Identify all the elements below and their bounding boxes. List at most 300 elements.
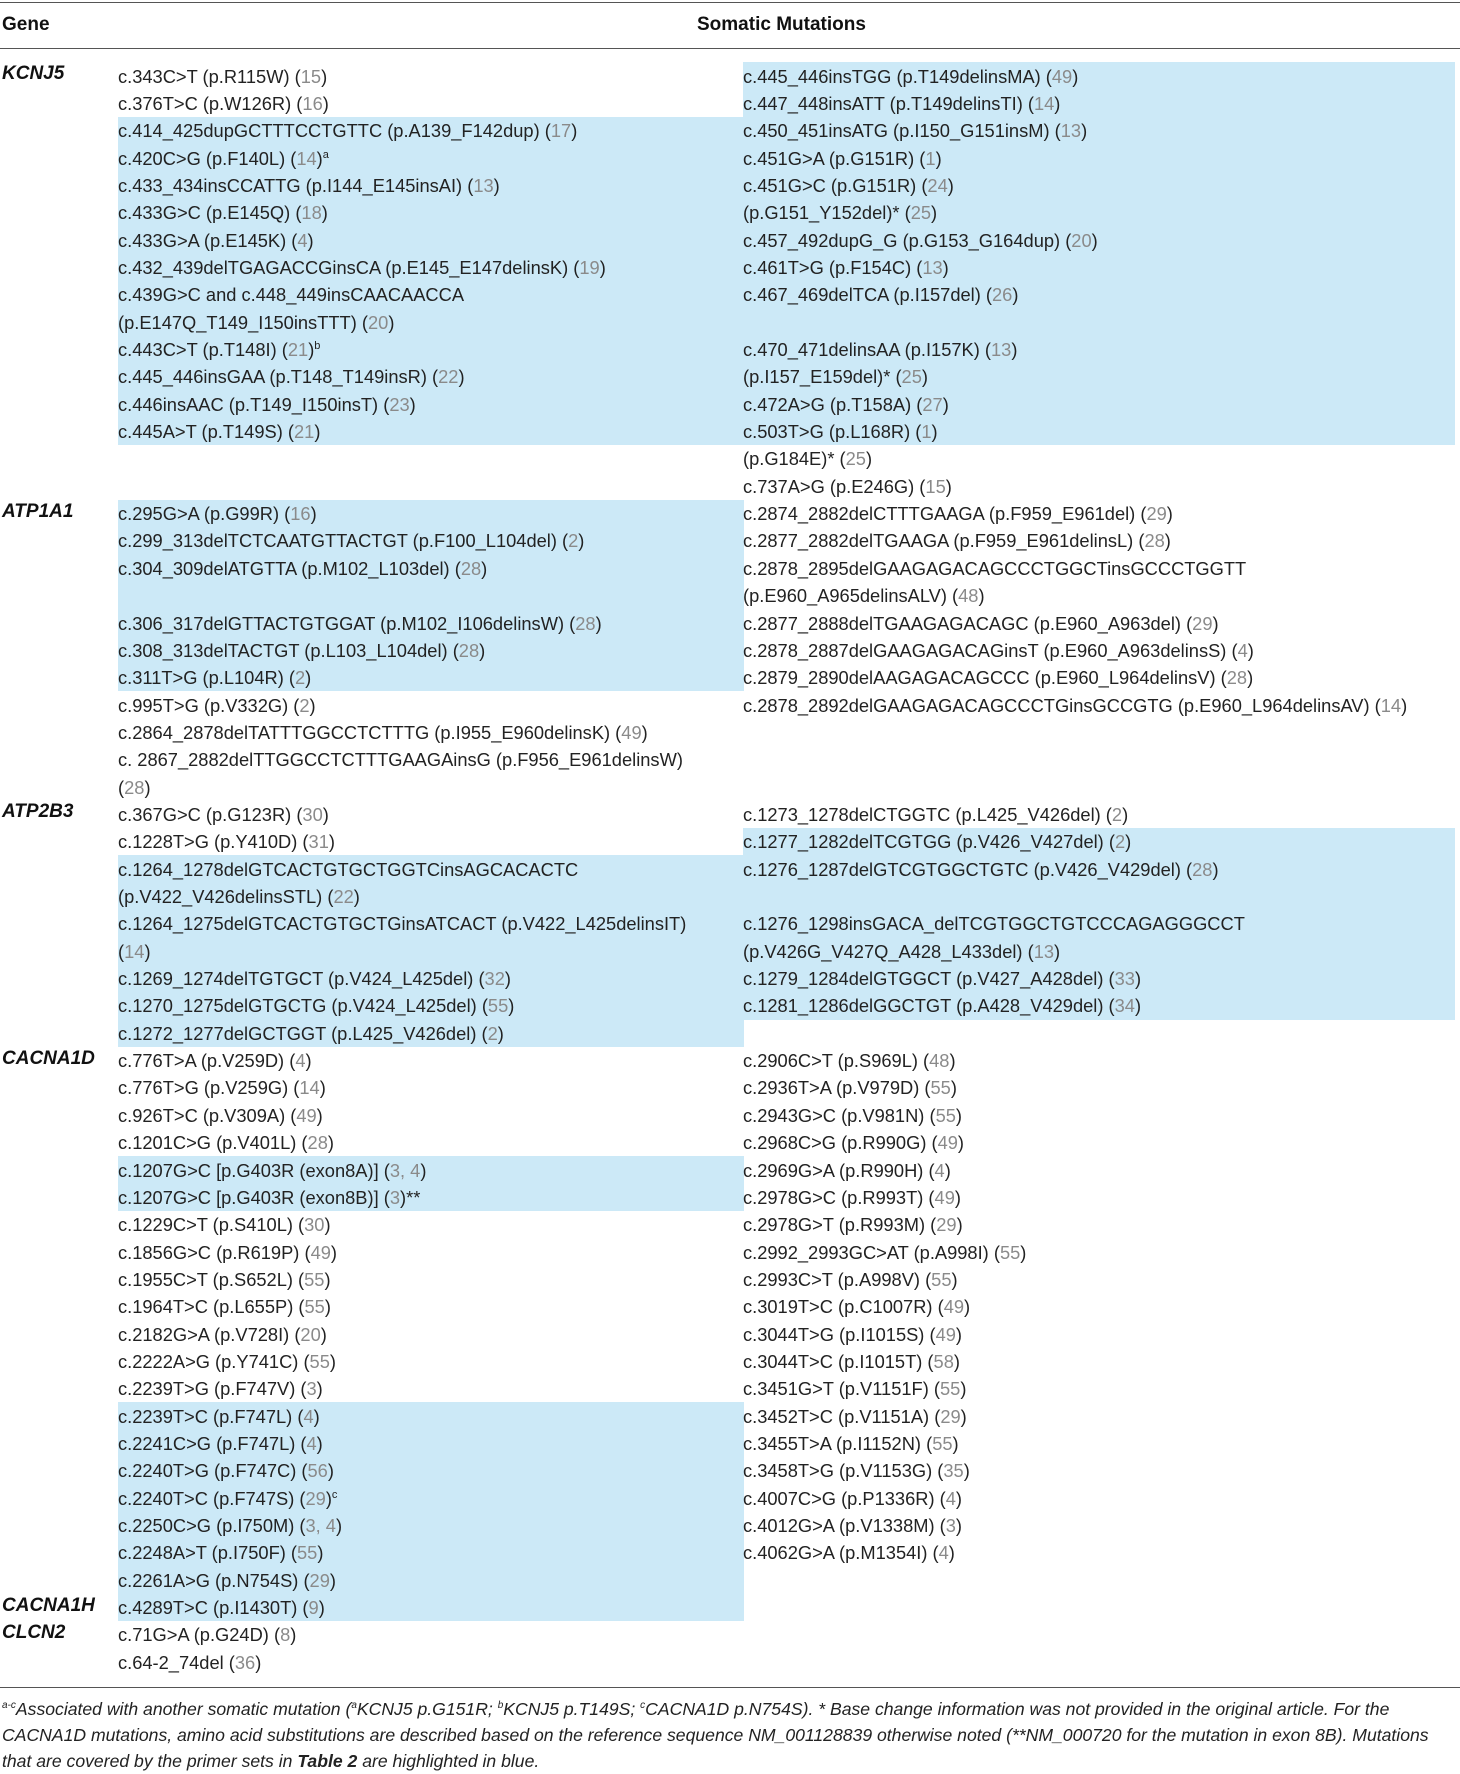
mutation-text: c.445A>T (p.T149S) ( [118, 421, 294, 443]
closing-paren: ) [144, 776, 151, 798]
closing-paren: ) [953, 1350, 960, 1372]
closing-paren: ) [1134, 995, 1142, 1017]
mutation-entry [118, 1129, 334, 1156]
reference-number[interactable]: 32 [484, 968, 505, 990]
mutation-text: c.3452T>C (p.V1151A) ( [743, 1405, 941, 1427]
reference-number[interactable]: 55 [930, 1077, 951, 1099]
mutation-entry [118, 938, 151, 965]
reference-number[interactable]: 9 [308, 1597, 319, 1619]
closing-paren: ) [1212, 612, 1219, 634]
mutation-entry [743, 172, 954, 199]
mutation-text: c.445_446insGAA (p.T148_T149insR) ( [118, 366, 439, 388]
mutation-entry [118, 1047, 312, 1074]
mutation-text: c.2240T>G (p.F747C) ( [118, 1460, 308, 1482]
reference-number[interactable]: 2 [294, 667, 306, 689]
mutation-text: c.2877_2882delTGAAGA (p.F959_E961delinsL) ( [743, 530, 1145, 552]
reference-number[interactable]: 49 [310, 1241, 331, 1263]
reference-number[interactable]: 55 [304, 1296, 325, 1318]
closing-paren: ) [327, 1132, 334, 1154]
reference-number[interactable]: 15 [925, 475, 946, 497]
mutation-text: c.446insAAC (p.T149_I150insT) ( [118, 393, 390, 415]
reference-number[interactable]: 2 [299, 694, 310, 716]
mutation-entry [118, 856, 578, 883]
mutation-text: c.2943G>C (p.V981N) ( [743, 1104, 936, 1126]
mutation-entry [118, 281, 464, 308]
closing-paren: ) [458, 366, 465, 388]
closing-paren: ) [931, 202, 938, 224]
reference-number[interactable]: 23 [389, 393, 410, 415]
reference-number[interactable]: 35 [943, 1460, 964, 1482]
mutation-entry [743, 145, 942, 172]
reference-number[interactable]: 13 [1033, 940, 1055, 962]
mutation-entry [743, 1348, 960, 1375]
mutation-entry [118, 1567, 336, 1594]
mutation-entry [743, 227, 1098, 254]
closing-paren: ) [865, 448, 873, 470]
mutation-text: c.2222A>G (p.Y741C) ( [118, 1350, 310, 1372]
mutation-entry [743, 418, 938, 445]
reference-number[interactable]: 56 [307, 1460, 328, 1482]
closing-paren: ) [493, 174, 500, 196]
mutation-entry [118, 1594, 325, 1621]
mutation-entry [743, 500, 1173, 527]
reference-number[interactable]: 25 [901, 366, 922, 388]
reference-number[interactable]: 49 [621, 721, 642, 743]
mutation-text: c.4289T>C (p.I1430T) ( [118, 1597, 309, 1619]
mutation-text: c.470_471delinsAA (p.I157K) ( [743, 339, 991, 360]
closing-paren: ) [1401, 694, 1408, 716]
reference-number[interactable]: 3, 4 [305, 1515, 336, 1537]
closing-paren: ) [481, 557, 488, 579]
mutation-entry [743, 63, 1078, 90]
footnote-marker: c [331, 1488, 338, 1501]
reference-number[interactable]: 3 [306, 1378, 317, 1400]
mutation-entry [118, 801, 329, 828]
mutation-entry [118, 145, 329, 172]
closing-paren: ) [316, 1104, 323, 1126]
gene-column-header: Gene [2, 14, 50, 35]
closing-paren: ) [1125, 831, 1132, 853]
reference-number[interactable]: 20 [300, 1323, 321, 1345]
mutation-entry [743, 90, 1060, 117]
mutation-text: c.1277_1282delTCGTGG (p.V426_V427del) ( [743, 831, 1115, 853]
reference-number[interactable]: 3 [945, 1515, 956, 1537]
reference-number[interactable]: 2 [1114, 831, 1126, 853]
reference-number[interactable]: 4 [1237, 639, 1248, 661]
mutation-entry [118, 1020, 504, 1047]
mutation-text: c.306_317delGTTACTGTGGAT (p.M102_I106delinsW) ( [118, 612, 576, 634]
mutation-text: c.3044T>C (p.I1015T) ( [743, 1350, 934, 1372]
mutation-text: c.3451G>T (p.V1151F) ( [743, 1378, 940, 1400]
mutation-text: c.2182G>A (p.V728I) ( [118, 1323, 301, 1345]
mutation-text: c.295G>A (p.G99R) ( [118, 503, 291, 525]
reference-number[interactable]: 13 [990, 339, 1012, 360]
mutation-text: (p.V426G_V427Q_A428_L433del) ( [743, 940, 1034, 962]
mutation-entry [118, 992, 514, 1019]
mutation-text: c.737A>G (p.E246G) ( [743, 475, 926, 497]
closing-paren: ) [955, 1515, 962, 1537]
closing-paren: ) [1247, 639, 1254, 661]
mutation-entry [743, 664, 1253, 691]
mutation-entry [118, 965, 511, 992]
mutation-text: c.2878_2887delGAAGAGACAGinsT (p.E960_A963delinsS) ( [743, 639, 1238, 661]
reference-number[interactable]: 22 [333, 886, 354, 907]
closing-paren: ) [942, 393, 949, 415]
reference-number[interactable]: 21 [287, 339, 309, 360]
reference-number[interactable]: 25 [845, 448, 866, 470]
mutation-entry [118, 1403, 320, 1430]
mutation-text: c.2877_2888delTGAAGAGACAGC (p.E960_A963del) ( [743, 612, 1193, 634]
reference-number[interactable]: 33 [1114, 968, 1135, 990]
reference-number[interactable]: 14 [296, 147, 317, 169]
mutation-entry [743, 1184, 961, 1211]
mutation-text: c.414_425dupGCTTTCCTGTTC (p.A139_F142dup) ( [118, 120, 551, 142]
mutation-text: c.2864_2878delTATTTGGCCTCTTTG (p.I955_E960delinsK) ( [118, 721, 622, 743]
reference-number[interactable]: 14 [1033, 92, 1055, 114]
closing-paren: ) [324, 1268, 331, 1290]
reference-number[interactable]: 13 [922, 256, 943, 278]
closing-paren: ) [305, 667, 312, 689]
table-footnote: $^{a-c}$Associated with another somatic mutation ($^a$KCNJ5 p.G151R; $^b$KCNJ5 p.T149S; $^c$CACNA1D p.N754S). * Base change information was not provided in the original article. For the CACNA1D mutations, amino acid substitutions are described based on the reference sequence NM_001128839 otherwise noted (**NM_000720 for the mutation in exon 8B). Mutations that are covered by the primer sets in Table 2 are highlighted in blue. [2, 1699, 1429, 1771]
mutation-entry [743, 1047, 956, 1074]
closing-paren: ) [963, 1460, 970, 1482]
closing-paren: ) [1020, 1241, 1027, 1263]
closing-paren: ) [921, 366, 928, 388]
header-rule [0, 48, 1460, 49]
mutation-entry [743, 637, 1254, 664]
reference-number[interactable]: 29 [1146, 503, 1167, 525]
reference-number[interactable]: 49 [296, 1104, 317, 1126]
mutation-entry [118, 1266, 331, 1293]
reference-number[interactable]: 16 [290, 503, 311, 525]
mutation-entry [118, 1239, 337, 1266]
reference-number[interactable]: 49 [943, 1296, 965, 1318]
mutation-entry [743, 828, 1131, 855]
mutation-entry [743, 856, 1219, 883]
closing-paren: ) [309, 694, 316, 716]
reference-number[interactable]: 17 [550, 120, 572, 142]
reference-number[interactable]: 14 [299, 1077, 320, 1099]
reference-number[interactable]: 2 [487, 1022, 498, 1044]
reference-number[interactable]: 55 [297, 1542, 318, 1564]
mutation-text: c.2239T>G (p.F747V) ( [118, 1378, 307, 1400]
reference-number[interactable]: 55 [304, 1268, 325, 1290]
mutation-text: c.450_451insATG (p.I150_G151insM) ( [743, 120, 1061, 142]
mutations-column-header: Somatic Mutations [697, 14, 866, 35]
reference-number[interactable]: 2 [1111, 803, 1123, 825]
closing-paren: ) [409, 393, 416, 415]
reference-number[interactable]: 48 [958, 585, 979, 607]
mutation-entry [743, 527, 1171, 554]
reference-number[interactable]: 4 [295, 1050, 306, 1072]
reference-number[interactable]: 55 [999, 1241, 1021, 1263]
gene-name: KCNJ5 [2, 63, 65, 84]
mutation-entry [118, 1102, 323, 1129]
mutation-text: c.433G>A (p.E145K) ( [118, 229, 298, 251]
mutation-text: (p.V422_V426delinsSTL) ( [118, 886, 334, 907]
reference-number[interactable]: 22 [438, 366, 459, 388]
reference-number[interactable]: 55 [932, 1433, 953, 1454]
mutation-entry [743, 1539, 955, 1566]
mutation-text: c.1273_1278delCTGGTC (p.L425_V426del) ( [743, 803, 1112, 825]
mutation-text: c.1264_1278delGTCACTGTGCTGGTCinsAGCACACTC [118, 858, 579, 880]
closing-paren: ) [335, 1515, 343, 1537]
top-rule [0, 2, 1460, 3]
mutation-text: c.2978G>T (p.R993M) ( [743, 1214, 937, 1236]
mutation-entry [118, 1512, 342, 1539]
mutation-text: c.3019T>C (p.C1007R) ( [743, 1296, 944, 1318]
reference-number[interactable]: 2 [568, 530, 579, 552]
mutation-entry [118, 692, 316, 719]
reference-number[interactable]: 4 [945, 1487, 956, 1509]
reference-number[interactable]: 30 [302, 803, 323, 825]
mutation-text: c.2879_2890delAAGAGACAGCCC (p.E960_L964delinsV) ( [743, 667, 1227, 689]
reference-number[interactable]: 55 [939, 1378, 961, 1400]
reference-number[interactable]: 3, 4 [389, 1159, 421, 1181]
mutation-text: c.447_448insATT (p.T149delinsTI) ( [743, 92, 1034, 114]
mutation-entry [118, 883, 360, 910]
closing-paren: ) [954, 1186, 961, 1208]
mutation-text: c.433G>C (p.E145Q) ( [118, 202, 302, 224]
mutation-text: c.461T>G (p.F154C) ( [743, 256, 923, 278]
closing-paren: ) [641, 721, 648, 743]
mutation-entry [743, 555, 1246, 582]
closing-paren: ) [316, 1378, 323, 1400]
mutation-text: c.3455T>A (p.I1152N) ( [743, 1433, 933, 1454]
reference-number[interactable]: 29 [936, 1214, 957, 1236]
reference-number[interactable]: 36 [234, 1651, 256, 1673]
closing-paren: ) [955, 1487, 962, 1509]
reference-number[interactable]: 28 [307, 1132, 328, 1154]
reference-number[interactable]: 1 [921, 421, 932, 443]
mutation-entry [118, 610, 602, 637]
mutation-text: c.1264_1275delGTCACTGTGCTGinsATCACT (p.V422_L425delinsIT) [118, 913, 687, 935]
closing-paren: ) [144, 940, 151, 962]
reference-number[interactable]: 28 [124, 776, 145, 798]
mutation-text: (p.I157_E159del)* ( [743, 366, 902, 388]
reference-number[interactable]: 18 [301, 202, 322, 224]
mutation-text: c.1270_1275delGTGCTG (p.V424_L425del) ( [118, 995, 488, 1017]
mutation-entry [118, 117, 577, 144]
mutation-entry [743, 199, 937, 226]
closing-paren: ) [1054, 92, 1061, 114]
reference-number[interactable]: 16 [302, 92, 323, 114]
mutation-text: c.2968C>G (p.R990G) ( [743, 1132, 938, 1154]
closing-paren: ) [308, 339, 315, 360]
reference-number[interactable]: 13 [1060, 120, 1082, 142]
reference-number[interactable]: 4 [297, 229, 308, 251]
reference-number[interactable]: 15 [300, 65, 322, 87]
gene-name: CACNA1H [2, 1594, 95, 1616]
mutation-entry [743, 1157, 951, 1184]
reference-number[interactable]: 29 [1192, 612, 1213, 634]
reference-number[interactable]: 28 [1226, 667, 1248, 689]
reference-number[interactable]: 48 [929, 1050, 950, 1072]
closing-paren: ) [1122, 803, 1129, 825]
reference-number[interactable]: 8 [280, 1624, 291, 1646]
mutation-entry [118, 1321, 327, 1348]
reference-number[interactable]: 4 [306, 1433, 317, 1454]
closing-paren: ) [1081, 120, 1088, 142]
reference-number[interactable]: 55 [935, 1104, 956, 1126]
closing-paren: ) [960, 1378, 967, 1400]
mutation-entry [743, 1074, 957, 1101]
closing-paren: ) [317, 1542, 324, 1564]
mutation-text: c.1229C>T (p.S410L) ( [118, 1214, 305, 1236]
mutation-entry [743, 965, 1141, 992]
mutation-entry [118, 418, 320, 445]
closing-paren: ) [1166, 503, 1173, 525]
mutation-text: ( [118, 940, 125, 962]
mutation-text: c.4007C>G (p.P1336R) ( [743, 1487, 946, 1509]
mutation-entry [743, 1293, 970, 1320]
reference-number[interactable]: 19 [579, 256, 600, 278]
closing-paren: ) [595, 612, 602, 634]
closing-paren: ) [955, 1323, 962, 1345]
mutation-entry [743, 910, 1245, 937]
reference-number[interactable]: 55 [487, 995, 509, 1017]
gene-name: ATP1A1 [2, 500, 74, 522]
closing-paren: ) [329, 1569, 336, 1591]
mutation-entry [118, 172, 500, 199]
mutation-entry [743, 1430, 959, 1457]
closing-paren: ) [931, 421, 938, 443]
mutation-text: c.443C>T (p.T148I) ( [118, 339, 288, 360]
reference-number[interactable]: 29 [305, 1487, 326, 1509]
closing-paren: ) [942, 256, 949, 278]
reference-number[interactable]: 28 [460, 557, 482, 579]
closing-paren: ) [978, 585, 985, 607]
reference-number[interactable]: 26 [991, 284, 1013, 306]
closing-paren: ) [1072, 65, 1079, 87]
reference-number[interactable]: 55 [309, 1350, 330, 1372]
mutation-entry [743, 254, 949, 281]
mutation-entry [118, 1074, 326, 1101]
reference-number[interactable]: 4 [938, 1542, 949, 1564]
reference-number[interactable]: 1 [925, 147, 936, 169]
gene-name: CLCN2 [2, 1621, 66, 1643]
reference-number[interactable]: 49 [935, 1323, 956, 1345]
mutation-entry [118, 500, 317, 527]
closing-paren: ) [1054, 940, 1061, 962]
mutation-text: c.2240T>C (p.F747S) ( [118, 1487, 306, 1509]
closing-paren: ) [479, 639, 486, 661]
reference-number[interactable]: 28 [458, 639, 480, 661]
reference-number[interactable]: 28 [1192, 858, 1213, 880]
reference-number[interactable]: 24 [927, 174, 948, 196]
mutation-entry [743, 1375, 966, 1402]
reference-number[interactable]: 28 [575, 612, 596, 634]
mutation-text: c.2993C>T (p.A998V) ( [743, 1268, 932, 1290]
closing-paren: ) [325, 1487, 332, 1509]
mutation-entry [118, 199, 328, 226]
reference-number[interactable]: 14 [1380, 694, 1402, 716]
closing-paren: ) [935, 147, 942, 169]
mutation-text: c.2906C>T (p.S969L) ( [743, 1050, 930, 1072]
closing-paren: ) [957, 1132, 965, 1154]
reference-number[interactable]: 28 [1144, 530, 1165, 552]
closing-paren: ) [578, 530, 585, 552]
closing-paren: ) [353, 886, 360, 907]
mutation-entry [743, 992, 1141, 1019]
mutation-entry [743, 1239, 1026, 1266]
closing-paren: ) [327, 1460, 334, 1482]
closing-paren: ) [313, 1405, 320, 1427]
reference-number[interactable]: 25 [910, 202, 932, 224]
mutation-text: c.2248A>T (p.I750F) ( [118, 1542, 298, 1564]
mutation-entry [118, 746, 683, 773]
reference-number[interactable]: 20 [367, 311, 389, 333]
mutation-text: (p.E960_A965delinsALV) ( [743, 585, 959, 607]
reference-number[interactable]: 4 [934, 1159, 945, 1181]
reference-number[interactable]: 14 [124, 940, 145, 962]
mutation-entry [118, 1211, 331, 1238]
closing-paren: ) [310, 503, 317, 525]
reference-number[interactable]: 34 [1114, 995, 1135, 1017]
reference-number[interactable]: 58 [933, 1350, 954, 1372]
reference-number[interactable]: 13 [473, 174, 494, 196]
closing-paren: ) [504, 968, 511, 990]
mutation-text: c.3458T>G (p.V1153G) ( [743, 1460, 944, 1482]
mutation-text: c.1281_1286delGGCTGT (p.A428_V429del) ( [743, 995, 1115, 1017]
mutation-entry [118, 254, 606, 281]
mutation-entry [118, 1348, 336, 1375]
closing-paren: ) [952, 1433, 959, 1454]
closing-paren: ) [307, 229, 314, 251]
reference-number[interactable]: 3 [389, 1186, 400, 1208]
mutation-entry [118, 719, 648, 746]
mutation-entry [118, 1375, 323, 1402]
reference-number[interactable]: 20 [1071, 229, 1092, 251]
closing-paren: ) [944, 1159, 951, 1181]
mutation-text: c.776T>G (p.V259G) ( [118, 1077, 300, 1099]
reference-number[interactable]: 55 [931, 1268, 952, 1290]
reference-number[interactable]: 31 [308, 831, 329, 853]
closing-paren: ) [1212, 858, 1219, 880]
mutation-text: c.433_434insCCATTG (p.I144_E145insAI) ( [118, 174, 474, 196]
mutation-entry [118, 1485, 337, 1512]
mutation-text: c.457_492dupG_G (p.G153_G164dup) ( [743, 229, 1072, 251]
mutation-entry [118, 63, 327, 90]
closing-paren: ) [328, 831, 335, 853]
mutation-entry [743, 938, 1060, 965]
closing-paren: ) [964, 1296, 971, 1318]
reference-number[interactable]: 30 [304, 1214, 325, 1236]
closing-paren: ) [571, 120, 578, 142]
mutation-entry [118, 1457, 334, 1484]
reference-number[interactable]: 4 [303, 1405, 314, 1427]
closing-paren: ) [508, 995, 515, 1017]
closing-paren: ) [1134, 968, 1142, 990]
reference-number[interactable]: 29 [309, 1569, 330, 1591]
closing-paren: ) [948, 1542, 955, 1564]
reference-number[interactable]: 27 [922, 393, 943, 415]
mutation-text: c.2978G>C (p.R993T) ( [743, 1186, 935, 1208]
reference-number[interactable]: 29 [940, 1405, 961, 1427]
reference-number[interactable]: 49 [937, 1132, 958, 1154]
footnote-marker: a [322, 148, 329, 161]
closing-paren: )** [400, 1186, 421, 1208]
closing-paren: ) [255, 1651, 262, 1673]
reference-number[interactable]: 49 [1051, 65, 1073, 87]
mutation-entry [743, 473, 952, 500]
mutation-entry [743, 117, 1087, 144]
closing-paren: ) [420, 1159, 427, 1181]
mutation-text: c.1955C>T (p.S652L) ( [118, 1268, 305, 1290]
reference-number[interactable]: 49 [934, 1186, 955, 1208]
reference-number[interactable]: 21 [293, 421, 315, 443]
mutation-text: c.472A>G (p.T158A) ( [743, 393, 923, 415]
